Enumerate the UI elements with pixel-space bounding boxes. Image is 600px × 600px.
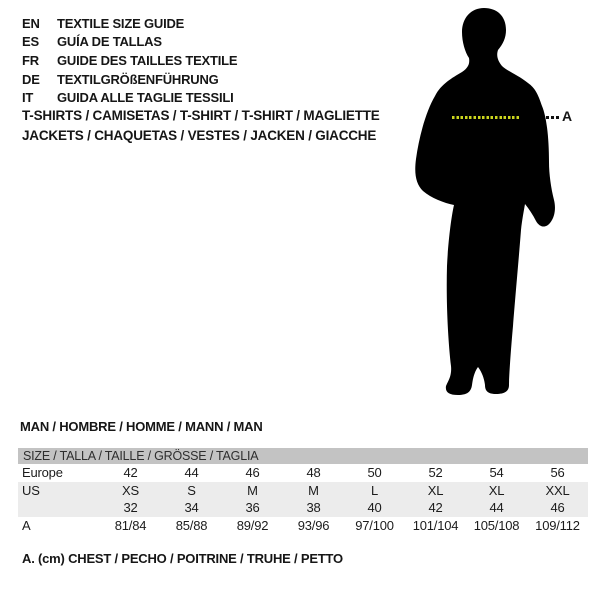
table-cell: 44 <box>184 465 199 481</box>
language-code: DE <box>22 71 40 87</box>
table-row-chest-cm <box>18 517 588 535</box>
language-title: GUIDE DES TAILLES TEXTILE <box>57 52 238 68</box>
chest-measure-dashes-extension <box>546 116 559 119</box>
table-cell: 89/92 <box>236 518 269 534</box>
table-cell: 109/112 <box>535 518 580 534</box>
table-cell: 32 <box>123 500 138 516</box>
language-row-en <box>22 14 237 33</box>
table-cell: 97/100 <box>355 518 394 534</box>
measurement-a-label: A <box>562 108 573 124</box>
row-label: Europe <box>22 465 63 481</box>
language-row-es <box>22 33 237 52</box>
table-cell: 52 <box>428 465 443 481</box>
table-cell: 42 <box>428 500 443 516</box>
table-cell: XXL <box>545 482 570 498</box>
language-code: FR <box>22 52 39 68</box>
language-title: TEXTILGRÖßENFÜHRUNG <box>57 71 219 87</box>
size-table-header: SIZE / TALLA / TAILLE / GRÖSSE / TAGLIA <box>18 448 588 464</box>
category-lines <box>22 106 380 146</box>
measurement-footnote: A. (cm) CHEST / PECHO / POITRINE / TRUHE / PETTO <box>22 551 343 566</box>
row-label: A <box>22 518 31 534</box>
table-cell: S <box>187 482 196 498</box>
table-cell: 34 <box>184 500 199 516</box>
table-cell: 56 <box>550 465 565 481</box>
language-code: ES <box>22 34 39 50</box>
table-cell: M <box>247 482 258 498</box>
language-row-it <box>22 88 237 107</box>
table-cell: 44 <box>489 500 504 516</box>
table-cell: XL <box>427 482 444 498</box>
table-cell: 46 <box>245 465 260 481</box>
table-cell: 101/104 <box>412 518 459 534</box>
table-cell: 48 <box>306 465 321 481</box>
chest-measure-dashes-on-body <box>452 116 519 119</box>
language-code: IT <box>22 90 34 106</box>
table-cell: 54 <box>489 465 504 481</box>
table-cell: 105/108 <box>473 518 520 534</box>
table-row-europe <box>18 464 588 482</box>
language-code: EN <box>22 15 40 31</box>
size-table <box>18 448 588 534</box>
table-cell: 38 <box>306 500 321 516</box>
table-cell: 93/96 <box>297 518 330 534</box>
category-line-jackets: JACKETS / CHAQUETAS / VESTES / JACKEN / GIACCHE <box>22 128 377 143</box>
table-cell: 40 <box>367 500 382 516</box>
language-title-list <box>22 14 237 107</box>
table-row-us-numeric <box>18 499 588 517</box>
category-line-tshirts: T-SHIRTS / CAMISETAS / T-SHIRT / T-SHIRT / MAGLIETTE <box>22 108 380 123</box>
man-silhouette <box>408 4 568 400</box>
table-row-us <box>18 482 588 500</box>
row-label: US <box>22 482 40 498</box>
language-title: TEXTILE SIZE GUIDE <box>57 15 185 31</box>
language-row-de <box>22 70 237 89</box>
table-cell: XS <box>122 482 139 498</box>
table-cell: 50 <box>367 465 382 481</box>
section-title-man: MAN / HOMBRE / HOMME / MANN / MAN <box>20 419 263 434</box>
language-title: GUIDA ALLE TAGLIE TESSILI <box>57 90 234 106</box>
table-cell: L <box>370 482 379 498</box>
table-cell: 81/84 <box>114 518 147 534</box>
man-silhouette-shape <box>415 8 555 395</box>
language-row-fr <box>22 51 237 70</box>
table-cell: 42 <box>123 465 138 481</box>
table-cell: 46 <box>550 500 565 516</box>
table-cell: M <box>308 482 319 498</box>
table-cell: 85/88 <box>175 518 208 534</box>
language-title: GUÍA DE TALLAS <box>57 34 162 50</box>
table-cell: XL <box>488 482 505 498</box>
table-cell: 36 <box>245 500 260 516</box>
